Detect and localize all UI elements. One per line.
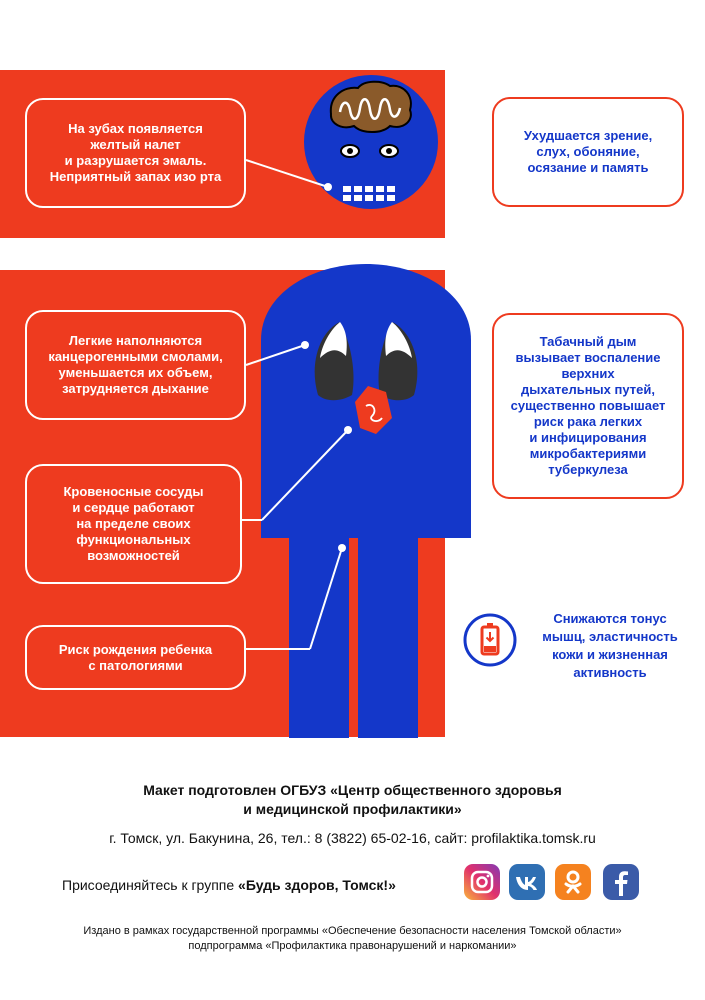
senses-info-box [492,97,684,207]
child-risk-box [25,625,246,690]
senses-info-text: Ухудшается зрение, слух, обоняние, осязание и память [523,128,653,175]
right-leg [358,536,418,738]
teeth-info-text: На зубах появляется желтый налет и разрушается эмаль. Неприятный запах изо рта [49,121,222,184]
address-line: г. Томск, ул. Бакунина, 26, тел.: 8 (3822) 65-02-16, сайт: profilaktika.tomsk.ru [109,830,596,846]
muscles-info-text: Снижаются тонус мышц, эластичность кожи и жизненная активность [542,611,678,680]
teeth-info-box [25,98,246,208]
vessels-info-text: Кровеносные сосуды и сердце работают на пределе своих функциональных возможностей [63,484,204,563]
facebook-icon[interactable] [603,864,639,900]
vessels-info-box [25,464,242,584]
left-leg [289,536,349,738]
odnoklassniki-icon[interactable] [555,864,591,900]
smoke-info-text: Табачный дым вызывает воспаление верхних дыхательных путей, существенно повышает риск рака легких и инфицирования микробактериями туберкулеза [510,334,666,477]
published-note: Издано в рамках государственной программы «Обеспечение безопасности населения Томской области» подпрограмма «Профилактика правонарушений и наркомании» [83,925,622,952]
child-risk-text: Риск рождения ребенка с патологиями [58,641,213,673]
instagram-icon[interactable] [464,864,500,900]
group-name: «Будь здоров, Томск!» [238,877,396,893]
vk-icon[interactable] [509,864,545,900]
publisher-title: Макет подготовлен ОГБУЗ «Центр общественного здоровья и медицинской профилактики» [143,782,562,817]
join-group-text: Присоединяйтесь к группе «Будь здоров, Томск!» [62,877,396,893]
lungs-info-text: Легкие наполняются канцерогенными смолами, уменьшается их объем, затрудняется дыхание [48,333,223,396]
lungs-info-box [25,310,246,420]
battery-low-icon [462,612,518,668]
smoke-info-box [492,313,684,499]
